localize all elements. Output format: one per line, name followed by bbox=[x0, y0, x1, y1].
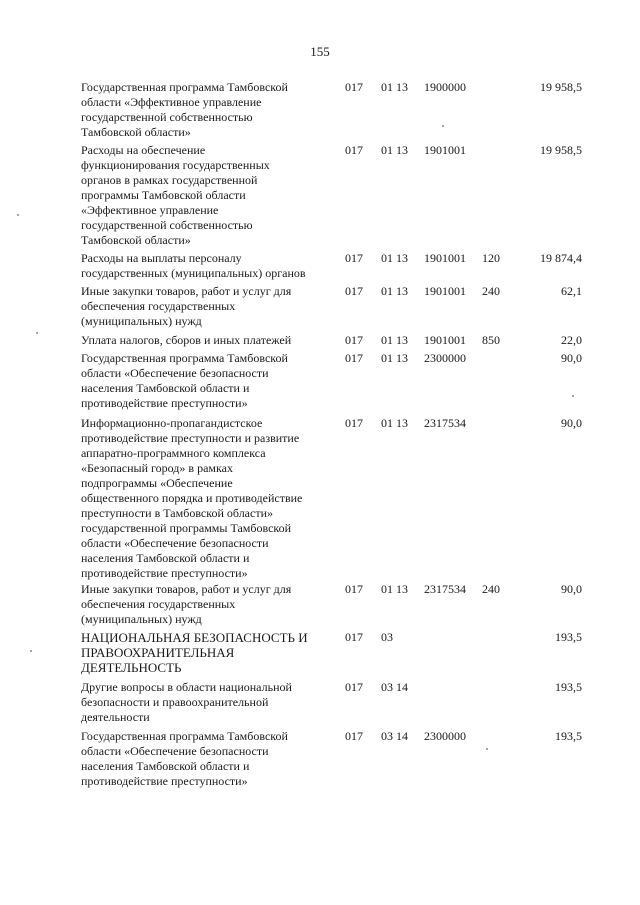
section-code: 01 bbox=[381, 80, 393, 94]
scan-speck bbox=[572, 395, 574, 397]
row-description: Расходы на выплаты персоналу государственных (муниципальных) органов bbox=[81, 251, 306, 280]
expense-type-code: 120 bbox=[482, 251, 500, 265]
scan-speck bbox=[486, 748, 488, 750]
section-code: 03 bbox=[381, 729, 393, 743]
section-heading: НАЦИОНАЛЬНАЯ БЕЗОПАСНОСТЬ И ПРАВООХРАНИТЕЛЬНАЯ ДЕЯТЕЛЬНОСТЬ bbox=[81, 630, 308, 675]
amount: 193,5 bbox=[555, 630, 582, 644]
subsection-code: 14 bbox=[396, 680, 408, 694]
section-code: 01 bbox=[381, 251, 393, 265]
section-code: 01 bbox=[381, 284, 393, 298]
target-article-code: 1901001 bbox=[424, 333, 466, 347]
row-description: Государственная программа Тамбовской области «Обеспечение безопасности населения Тамбовской области и противодействие преступности» bbox=[81, 351, 288, 410]
amount: 62,1 bbox=[561, 284, 582, 298]
target-article-code: 1901001 bbox=[424, 143, 466, 157]
target-article-code: 2300000 bbox=[424, 351, 466, 365]
amount: 193,5 bbox=[555, 729, 582, 743]
section-code: 01 bbox=[381, 333, 393, 347]
ved-code: 017 bbox=[345, 284, 363, 298]
row-description: Государственная программа Тамбовской области «Эффективное управление государственной собственностью Тамбовской области» bbox=[81, 80, 288, 139]
section-code: 01 bbox=[381, 143, 393, 157]
expense-type-code: 240 bbox=[482, 582, 500, 596]
expense-type-code: 850 bbox=[482, 333, 500, 347]
subsection-code: 13 bbox=[396, 416, 408, 430]
ved-code: 017 bbox=[345, 251, 363, 265]
ved-code: 017 bbox=[345, 333, 363, 347]
target-article-code: 2317534 bbox=[424, 582, 466, 596]
scan-speck bbox=[17, 214, 19, 216]
amount: 22,0 bbox=[561, 333, 582, 347]
amount: 19 958,5 bbox=[540, 143, 582, 157]
page-number: 155 bbox=[310, 44, 330, 59]
scan-speck bbox=[36, 332, 38, 334]
target-article-code: 1900000 bbox=[424, 80, 466, 94]
subsection-code: 13 bbox=[396, 284, 408, 298]
row-description: Расходы на обеспечение функционирования государственных органов в рамках государственной программы Тамбовской области «Эффективное управление государственной собственностью Тамбовской области» bbox=[81, 143, 270, 247]
subsection-code: 13 bbox=[396, 143, 408, 157]
amount: 90,0 bbox=[561, 582, 582, 596]
subsection-code: 13 bbox=[396, 80, 408, 94]
amount: 193,5 bbox=[555, 680, 582, 694]
ved-code: 017 bbox=[345, 351, 363, 365]
ved-code: 017 bbox=[345, 582, 363, 596]
row-description: Другие вопросы в области национальной безопасности и правоохранительной деятельности bbox=[81, 680, 292, 724]
subsection-code: 14 bbox=[396, 729, 408, 743]
section-code: 01 bbox=[381, 351, 393, 365]
row-description: Иные закупки товаров, работ и услуг для обеспечения государственных (муниципальных) нужд bbox=[81, 284, 292, 328]
amount: 90,0 bbox=[561, 351, 582, 365]
ved-code: 017 bbox=[345, 630, 363, 644]
amount: 19 958,5 bbox=[540, 80, 582, 94]
target-article-code: 2317534 bbox=[424, 416, 466, 430]
ved-code: 017 bbox=[345, 416, 363, 430]
target-article-code: 2300000 bbox=[424, 729, 466, 743]
row-description: Информационно-пропагандистское противодействие преступности и развитие аппаратно-программного комплекса «Безопасный город» в рамках подпрограммы «Обеспечение общественного порядка и противодействие преступности в Тамбовской области» государственной программы Тамбовской области «Обеспечение безопасности населения Тамбовской области и противодействие преступности» bbox=[81, 416, 303, 580]
subsection-code: 13 bbox=[396, 333, 408, 347]
scan-speck bbox=[30, 650, 32, 652]
row-description: Государственная программа Тамбовской области «Обеспечение безопасности населения Тамбовской области и противодействие преступности» bbox=[81, 729, 288, 788]
ved-code: 017 bbox=[345, 80, 363, 94]
row-description: Уплата налогов, сборов и иных платежей bbox=[81, 333, 292, 347]
subsection-code: 13 bbox=[396, 582, 408, 596]
section-code: 03 bbox=[381, 680, 393, 694]
subsection-code: 13 bbox=[396, 351, 408, 365]
expense-type-code: 240 bbox=[482, 284, 500, 298]
row-description: Иные закупки товаров, работ и услуг для обеспечения государственных (муниципальных) нужд bbox=[81, 582, 292, 626]
ved-code: 017 bbox=[345, 729, 363, 743]
amount: 19 874,4 bbox=[540, 251, 582, 265]
ved-code: 017 bbox=[345, 680, 363, 694]
section-code: 01 bbox=[381, 582, 393, 596]
target-article-code: 1901001 bbox=[424, 251, 466, 265]
target-article-code: 1901001 bbox=[424, 284, 466, 298]
section-code: 01 bbox=[381, 416, 393, 430]
scan-speck bbox=[442, 125, 444, 127]
amount: 90,0 bbox=[561, 416, 582, 430]
subsection-code: 13 bbox=[396, 251, 408, 265]
ved-code: 017 bbox=[345, 143, 363, 157]
section-code: 03 bbox=[381, 630, 393, 644]
